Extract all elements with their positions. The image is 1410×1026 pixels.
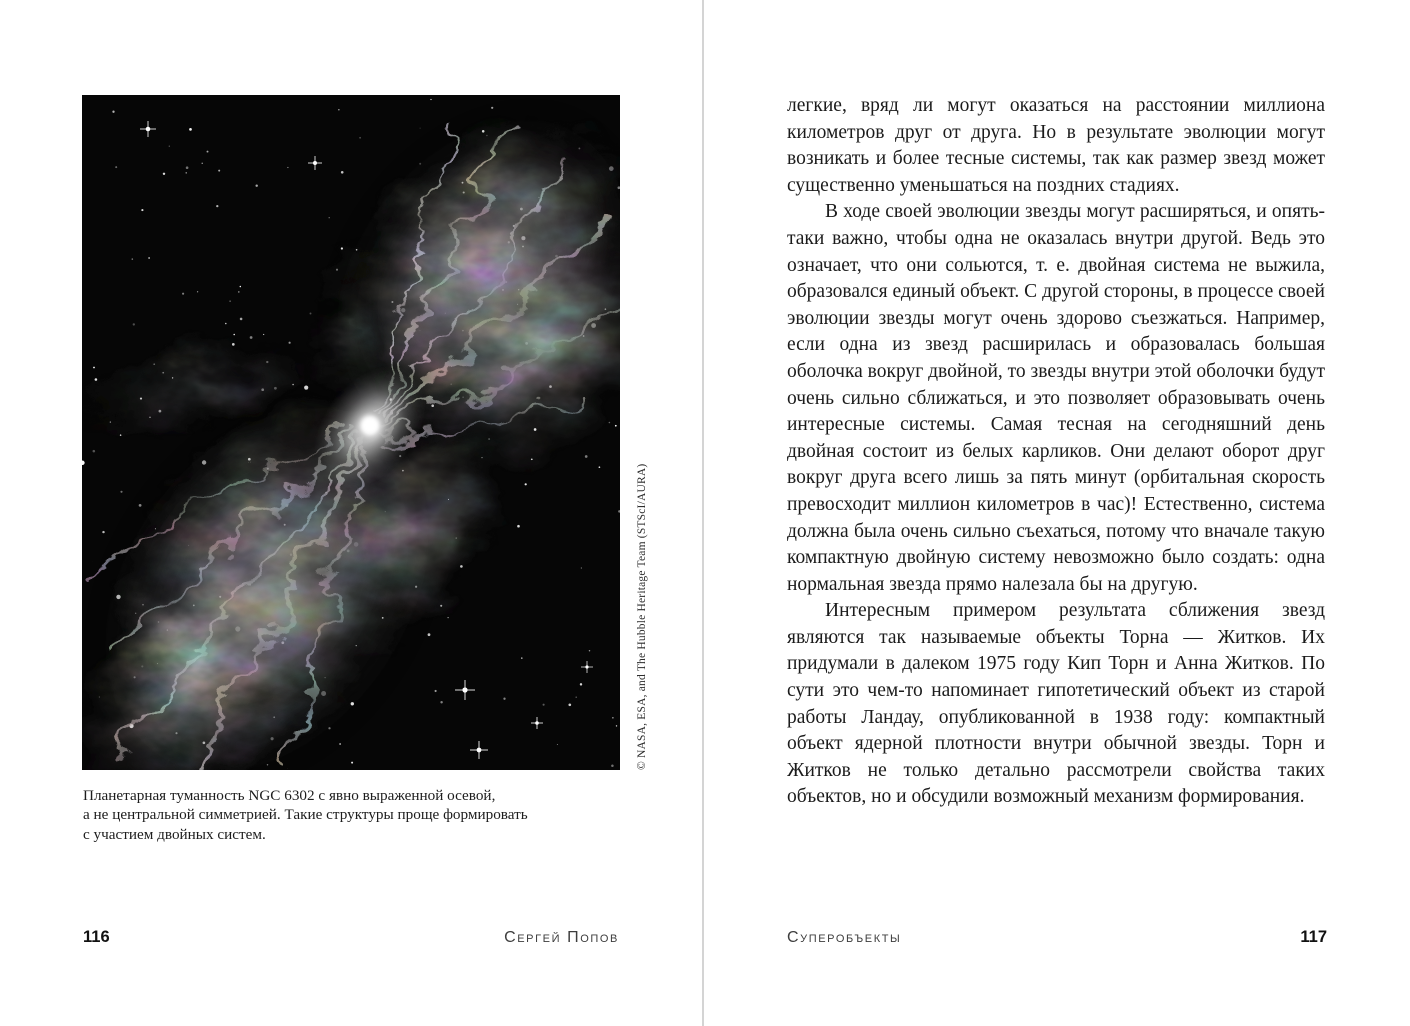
- paragraph: В ходе своей эволюции звезды могут расширяться, и опять-таки важно, чтобы одна не оказалась внутри другой. Ведь это означает, что они сольются, т. е. двойная система не выжила, образовался единый объект. С другой стороны, в процессе своей эволюции звезды могут очень здорово съезжаться. Например, если одна из звезд расширилась и образовалась большая оболочка вокруг двойной, то звезды внутри этой оболочки будут очень сильно сближаться, и это позволяет образовывать очень интересные системы. Самая тесная на сегодняшний день двойная состоит из белых карликов. Они делают оборот друг вокруг друга всего лишь за пять минут (орбитальная скорость превосходит миллион километров в час)! Естественно, система должна была очень сильно съехаться, потому что вначале такую компактную двойную систему невозможно было создать: одна нормальная звезда прямо налезала бы на другую.: [787, 201, 1325, 595]
- nebula-figure: [82, 95, 620, 770]
- paragraph: Интересным примером результата сближения звезд являются так называемые объекты Торна — Житков. Их придумали в далеком 1975 году Кип Торн и Анна Житков. По сути это чем-то напоминает гипотетический объект из старой работы Ландау, опубликованной в 1938 году: компактный объект ядерной плотности внутри обычной звезды. Торн и Житков не только детально рассмотрели свойства таких объектов, но и обсудили возможный механизм формирования.: [787, 600, 1325, 808]
- page-number-left: 116: [83, 928, 110, 946]
- running-footer-book-title: Суперобъекты: [787, 929, 902, 946]
- nebula-photo: [82, 95, 620, 770]
- right-page-footer: [787, 928, 1327, 947]
- figure-caption: [83, 786, 603, 844]
- left-page-footer: [83, 928, 619, 947]
- running-footer-author: Сергей Попов: [504, 929, 619, 946]
- page-gutter-divider: [702, 0, 704, 1026]
- caption-line: Планетарная туманность NGC 6302 с явно выраженной осевой,: [83, 787, 496, 804]
- caption-line: с участием двойных систем.: [83, 825, 266, 843]
- paragraph: легкие, вряд ли могут оказаться на расстоянии миллиона километров друг от друга. Но в результате эволюции могут возникать и более тесные системы, так как размер звезд может существенно уменьшаться на поздних стадиях.: [787, 95, 1325, 196]
- page-number-right: 117: [1300, 928, 1327, 946]
- caption-line: а не центральной симметрией. Такие структуры проще формировать: [83, 806, 528, 824]
- body-text-block: [787, 93, 1325, 811]
- photo-credit: © NASA, ESA, and The Hubble Heritage Team (STScI/AURA): [636, 463, 648, 770]
